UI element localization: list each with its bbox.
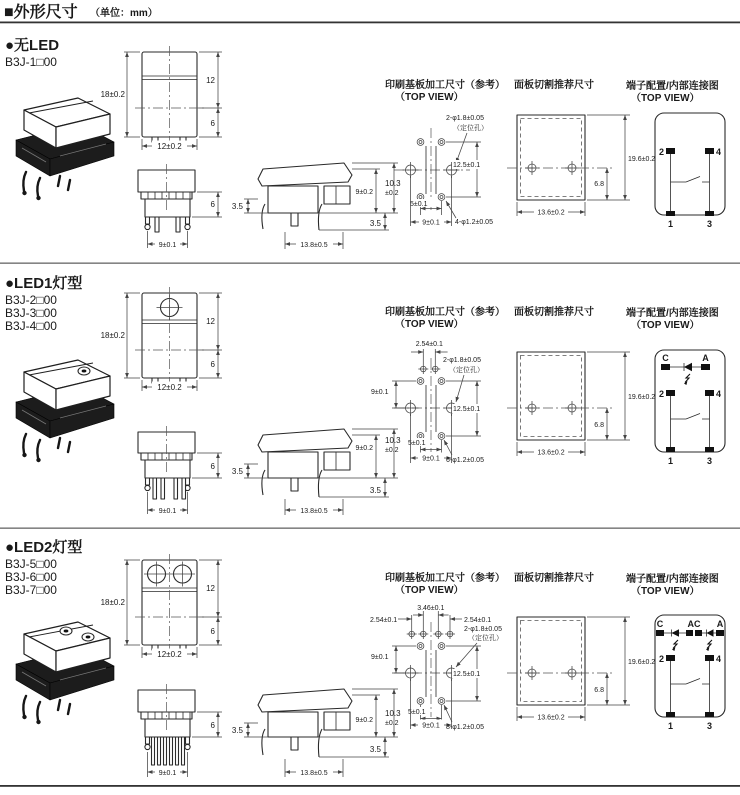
pcb-layout-view <box>394 115 493 227</box>
terminal-diagram <box>655 113 725 229</box>
model-number: B3J-1□00 <box>5 55 57 69</box>
dim-body-width: 13.8±0.5 <box>300 770 328 777</box>
terminal-column-title: 端子配置/内部连接图 <box>626 81 719 92</box>
pcb-top-view-label: （TOP VIEW） <box>395 319 464 330</box>
side-view <box>232 163 401 249</box>
terminal-c-label: C <box>662 353 669 363</box>
dim-width: 12±0.2 <box>157 142 182 151</box>
dim-total-height: 10.3 <box>385 179 401 188</box>
dim-body-width: 13.8±0.5 <box>300 242 328 249</box>
bottom-pin-view <box>138 164 222 249</box>
terminal-1-label: 1 <box>667 219 674 229</box>
pcb-column-title: 印刷基板加工尺寸（参考） <box>385 307 505 318</box>
section-no-led <box>5 37 725 249</box>
dim-upper: 12 <box>206 317 215 326</box>
terminal-diagram <box>655 615 725 731</box>
terminal-3-label: 3 <box>706 219 713 229</box>
dim-total-tol: ±0.2 <box>385 447 399 454</box>
terminal-2-label: 2 <box>658 147 664 157</box>
dim-body-width: 13.8±0.5 <box>300 508 328 515</box>
pcb-locating-hole-note: （定位孔） <box>449 367 484 374</box>
bottom-rule <box>0 785 740 787</box>
pcb-dim-pitch-top: 2.54±0.1 <box>415 341 443 348</box>
pcb-terminal-holes-label: 6-φ1.2±0.05 <box>446 457 484 464</box>
pcb-locating-hole-label: 2-φ1.8±0.05 <box>443 357 481 364</box>
dim-total-tol: ±0.2 <box>385 720 399 727</box>
pcb-dim-5: 5±0.1 <box>410 201 428 208</box>
dim-width: 12±0.2 <box>157 650 182 659</box>
terminal-a-label: A <box>702 353 709 363</box>
model-number: B3J-4□00 <box>5 319 57 333</box>
pcb-dim-pitch-mid: 3.46±0.1 <box>417 605 445 612</box>
terminal-column-title: 端子配置/内部连接图 <box>626 574 719 585</box>
panel-dim-hole-y: 6.8 <box>594 687 604 694</box>
dim-total-height: 10.3 <box>385 709 401 718</box>
pcb-dim-span: 12.5±0.1 <box>453 162 481 169</box>
panel-dim-height: 19.6±0.2 <box>628 659 656 666</box>
model-number: B3J-2□00 <box>5 293 57 307</box>
panel-dim-hole-y: 6.8 <box>594 422 604 429</box>
dim-upper: 12 <box>206 584 215 593</box>
section-heading: ●LED2灯型 <box>5 539 83 556</box>
pcb-top-view-label: （TOP VIEW） <box>395 585 464 596</box>
switch-3d-view <box>16 360 114 462</box>
section-heading: ●LED1灯型 <box>5 275 83 292</box>
terminal-2-label: 2 <box>658 389 664 399</box>
pcb-locating-hole-note: （定位孔） <box>468 635 503 642</box>
dim-total-height: 10.3 <box>385 436 401 445</box>
pcb-terminal-holes-label: 4-φ1.2±0.05 <box>455 219 493 226</box>
panel-column-title: 面板切割推荐尺寸 <box>514 80 594 91</box>
pcb-dim-span: 12.5±0.1 <box>453 406 481 413</box>
pcb-dim-9: 9±0.1 <box>422 219 440 227</box>
pcb-locating-hole-label: 2-φ1.8±0.05 <box>464 626 502 633</box>
side-view <box>232 689 401 777</box>
pcb-top-view-label: （TOP VIEW） <box>395 92 464 103</box>
dim-lead-length: 3.5 <box>369 745 381 754</box>
section-led1 <box>5 274 725 515</box>
dim-height: 18±0.2 <box>100 90 125 99</box>
terminal-column-title: 端子配置/内部连接图 <box>626 308 719 319</box>
panel-dim-height: 19.6±0.2 <box>628 394 656 401</box>
section-divider-1 <box>0 263 740 264</box>
dim-base-height: 6 <box>210 200 215 209</box>
terminal-3-label: 3 <box>706 721 713 731</box>
panel-column-title: 面板切割推荐尺寸 <box>514 307 594 318</box>
side-view <box>232 429 401 515</box>
dim-upper: 12 <box>206 76 215 85</box>
pcb-locating-hole-label: 2-φ1.8±0.05 <box>446 115 484 122</box>
section-heading: ●无LED <box>5 37 60 54</box>
section-led2 <box>5 538 725 777</box>
dim-base-height: 6 <box>210 721 215 730</box>
dim-standoff: 3.5 <box>231 467 243 476</box>
dim-lead-length: 3.5 <box>369 219 381 228</box>
terminal-a-label: A <box>716 619 724 629</box>
dim-cap-height: 9±0.2 <box>355 445 373 452</box>
bottom-pin-view <box>138 684 222 777</box>
dim-standoff: 3.5 <box>231 726 243 735</box>
switch-3d-view <box>16 622 114 724</box>
terminal-4-label: 4 <box>716 389 722 399</box>
led-hole-icon <box>82 370 87 373</box>
panel-cutout-view <box>507 352 655 457</box>
pcb-column-title: 印刷基板加工尺寸（参考） <box>385 573 505 584</box>
pcb-dim-pitch-right: 2.54±0.1 <box>464 617 492 624</box>
terminal-1-label: 1 <box>667 721 674 731</box>
bottom-pin-view <box>138 426 222 515</box>
terminal-c-label: C <box>656 619 664 629</box>
led-hole-icon <box>86 636 91 639</box>
terminal-3-label: 3 <box>706 456 713 466</box>
dim-total-tol: ±0.2 <box>385 190 399 197</box>
pcb-terminal-holes-label: 8-φ1.2±0.05 <box>446 724 484 731</box>
led-hole-icon <box>64 630 69 633</box>
dim-pin-span: 9±0.1 <box>158 508 177 515</box>
terminal-2-label: 2 <box>658 654 664 664</box>
model-number: B3J-6□00 <box>5 570 57 584</box>
dim-cap-height: 9±0.2 <box>355 717 373 724</box>
panel-dim-height: 19.6±0.2 <box>628 156 656 163</box>
dim-lower: 6 <box>210 119 215 128</box>
model-number: B3J-3□00 <box>5 306 57 320</box>
pcb-dim-5: 5±0.1 <box>408 440 426 447</box>
pcb-dim-9: 9±0.1 <box>422 722 440 730</box>
pcb-dim-row9: 9±0.1 <box>371 389 389 396</box>
front-view <box>101 287 222 392</box>
front-view <box>101 554 222 659</box>
terminal-top-view-label: （TOP VIEW） <box>631 93 700 104</box>
pcb-dim-span: 12.5±0.1 <box>453 671 481 678</box>
page-unit-label: （单位：mm） <box>90 8 158 19</box>
dim-height: 18±0.2 <box>100 331 125 340</box>
page-title: ■外形尺寸 <box>4 4 78 21</box>
panel-cutout-view <box>507 617 655 722</box>
dim-pin-span: 9±0.1 <box>158 770 177 777</box>
front-view <box>101 46 222 151</box>
dim-lower: 6 <box>210 360 215 369</box>
terminal-top-view-label: （TOP VIEW） <box>631 586 700 597</box>
dim-height: 18±0.2 <box>100 598 125 607</box>
dim-lower: 6 <box>210 627 215 636</box>
pcb-dim-row9: 9±0.1 <box>371 654 389 661</box>
terminal-4-label: 4 <box>716 654 722 664</box>
panel-dim-width: 13.6±0.2 <box>537 714 565 722</box>
terminal-diagram <box>655 350 725 466</box>
panel-dim-hole-y: 6.8 <box>594 181 604 188</box>
pcb-dim-pitch-left: 2.54±0.1 <box>370 617 398 624</box>
title-rule <box>0 22 740 24</box>
panel-column-title: 面板切割推荐尺寸 <box>514 573 594 584</box>
panel-cutout-view <box>507 115 655 217</box>
terminal-4-label: 4 <box>716 147 722 157</box>
page-header <box>0 2 740 23</box>
panel-dim-width: 13.6±0.2 <box>537 209 565 217</box>
model-number: B3J-5□00 <box>5 557 57 571</box>
pcb-dim-5: 5±0.1 <box>408 709 426 716</box>
terminal-ac-label: AC <box>687 619 701 629</box>
switch-3d-view <box>16 98 114 200</box>
section-divider-2 <box>0 528 740 529</box>
dim-lead-length: 3.5 <box>369 486 381 495</box>
pcb-layout-view <box>371 341 486 464</box>
terminal-1-label: 1 <box>667 456 674 466</box>
dim-base-height: 6 <box>210 462 215 471</box>
terminal-top-view-label: （TOP VIEW） <box>631 320 700 331</box>
pcb-dim-9: 9±0.1 <box>422 455 440 463</box>
panel-dim-width: 13.6±0.2 <box>537 449 565 457</box>
dim-cap-height: 9±0.2 <box>355 189 373 196</box>
pcb-locating-hole-note: （定位孔） <box>453 125 488 132</box>
model-number: B3J-7□00 <box>5 583 57 597</box>
pcb-column-title: 印刷基板加工尺寸（参考） <box>385 80 505 91</box>
dim-pin-span: 9±0.1 <box>158 242 177 249</box>
dim-standoff: 3.5 <box>231 202 243 211</box>
dim-width: 12±0.2 <box>157 383 182 392</box>
